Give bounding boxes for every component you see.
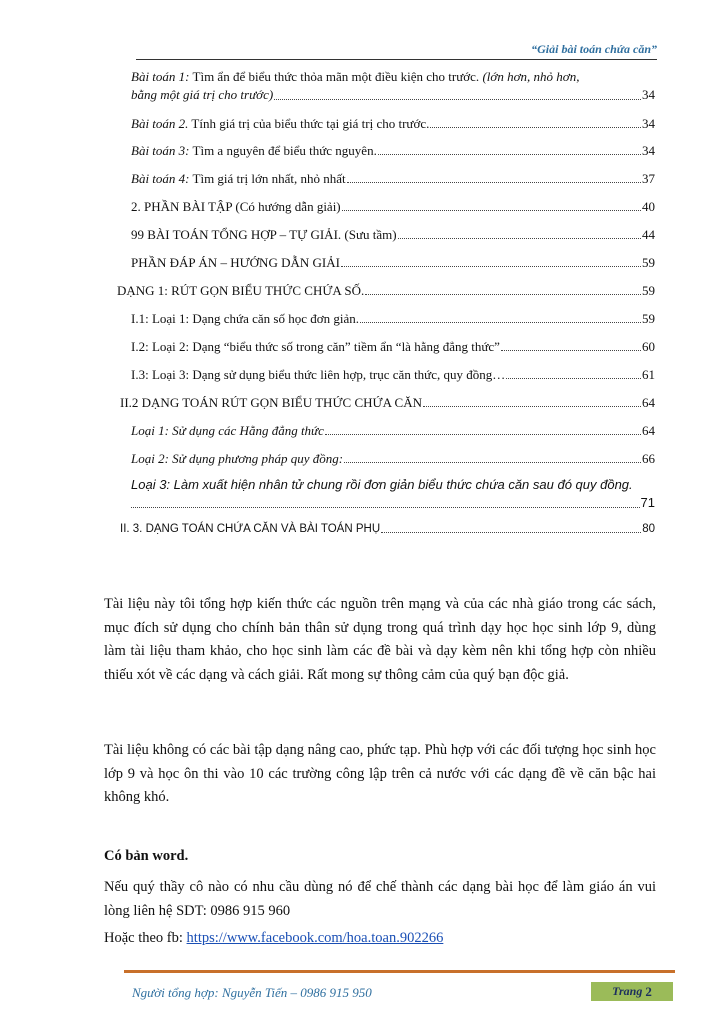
- toc-entry-ii3[interactable]: [120, 521, 655, 537]
- toc-page: 80: [642, 523, 655, 535]
- toc-leader: [501, 350, 641, 351]
- toc-text: Tìm ẩn để biểu thức thỏa mãn một điều kiện cho trước.: [189, 69, 483, 84]
- toc-text: Loại 3: Làm xuất hiện nhân tử chung rồi đơn giản biểu thức chứa căn sau đó quy đồng.: [131, 477, 633, 492]
- toc-leader: [347, 182, 641, 183]
- toc-text: 2. PHẦN BÀI TẬP (Có hướng dẫn giải): [131, 199, 341, 214]
- toc-leader: [325, 434, 641, 435]
- toc-text: Loại 1: Sử dụng các Hằng đẳng thức: [131, 423, 324, 438]
- toc-leader: [274, 99, 641, 100]
- toc-page: 44: [642, 227, 655, 242]
- toc-leader: [423, 406, 641, 407]
- toc-entry-i2[interactable]: [131, 339, 655, 355]
- toc-text: DẠNG 1: RÚT GỌN BIỂU THỨC CHỨA SỐ.: [117, 283, 365, 298]
- toc-leader: [342, 210, 641, 211]
- toc-page: 59: [642, 311, 655, 326]
- toc-text: I.3: Loại 3: Dạng sử dụng biểu thức liên hợp, trục căn thức, quy đồng…: [131, 367, 506, 382]
- toc-text: II.2 DẠNG TOÁN RÚT GỌN BIỂU THỨC CHỨA CĂN: [120, 395, 422, 410]
- toc-text: Tìm giá trị lớn nhất, nhỏ nhất: [189, 171, 346, 186]
- page-label: Trang: [612, 984, 643, 998]
- toc-text: Tìm a nguyên để biểu thức nguyên.: [189, 143, 377, 158]
- toc-leader: [378, 154, 641, 155]
- toc-entry-bai-toan-2[interactable]: [131, 116, 655, 132]
- toc-leader: [381, 532, 641, 533]
- toc-prefix: Bài toán 1:: [131, 69, 190, 84]
- toc-entry-i1[interactable]: [131, 311, 655, 327]
- toc-text: 99 BÀI TOÁN TỔNG HỢP – TỰ GIẢI. (Sưu tầm): [131, 227, 397, 242]
- scope-paragraph: Tài liệu không có các bài tập dạng nâng cao, phức tạp. Phù hợp với các đối tượng học sinh học lớp 9 và học ôn thi vào 10 các trường công lập trên cả nước với các dạng đề về căn bậc hai không khó.: [104, 742, 656, 805]
- toc-entry-i3[interactable]: [131, 367, 655, 383]
- toc-entry-bai-toan-3[interactable]: [131, 143, 655, 159]
- toc-page: 34: [642, 87, 655, 102]
- toc-entry-loai-2[interactable]: [131, 451, 655, 467]
- toc-page: 34: [642, 143, 655, 158]
- toc-leader: [365, 294, 641, 295]
- toc-prefix: Bài toán 4:: [131, 171, 190, 186]
- header-title: “Giải bài toán chứa căn”: [531, 42, 657, 56]
- toc-leader: [344, 462, 641, 463]
- toc-entry-dang-1[interactable]: [117, 283, 655, 299]
- toc-leader: [398, 238, 641, 239]
- toc-leader: [506, 378, 641, 379]
- toc-text-italic: (lớn hơn, nhỏ hơn,: [482, 69, 580, 84]
- toc-prefix: Bài toán 3:: [131, 143, 190, 158]
- toc-prefix: Bài toán 2.: [131, 116, 189, 131]
- footer-author: Người tổng hợp: Nguyễn Tiến – 0986 915 950: [132, 985, 372, 1000]
- toc-leader: [430, 127, 641, 128]
- page-number-box: [591, 982, 673, 1001]
- toc-page: 40: [642, 199, 655, 214]
- toc-entry-loai-3[interactable]: [131, 476, 655, 512]
- toc-page: 64: [642, 395, 655, 410]
- page-number: 2: [645, 983, 652, 999]
- word-version-heading: Có bản word.: [104, 848, 189, 864]
- toc-entry-phan-bai-tap[interactable]: [131, 199, 655, 215]
- toc-entry-loai-1[interactable]: [131, 423, 655, 439]
- toc-page: 66: [642, 451, 655, 466]
- toc-text: Loại 2: Sử dụng phương pháp quy đồng:: [131, 451, 344, 466]
- toc-leader: [341, 266, 641, 267]
- intro-paragraph: Tài liệu này tôi tổng hợp kiến thức các nguồn trên mạng và của các nhà giáo trong các sách, mục đích sử dụng cho chính bản thân sử dụng trong quá trình dạy học học sinh lớp 9, dùng làm tài liệu tham khảo, cho học sinh làm các đề bài và dạy kèm nên khi tổng hợp còn nhiều thiếu xót về các dạng và cách giải. Rất mong sự thông cảm của quý bạn độc giả.: [104, 596, 656, 683]
- toc-text-italic-2: bằng một giá trị cho trước): [131, 87, 274, 102]
- facebook-link[interactable]: https://www.facebook.com/hoa.toan.902266: [186, 930, 444, 946]
- contact-paragraph: Nếu quý thầy cô nào có nhu cầu dùng nó để chế thành các dạng bài học để làm giáo án vui lòng liên hệ SDT: 0986 915 960: [104, 879, 656, 919]
- toc-entry-99-bai-toan[interactable]: [131, 227, 655, 243]
- toc-page: 61: [642, 367, 655, 382]
- toc-entry-bai-toan-1[interactable]: [131, 68, 655, 104]
- footer-rule: [124, 970, 675, 973]
- toc-leader: [131, 507, 640, 508]
- toc-page: 34: [642, 116, 655, 131]
- toc-page: 59: [642, 283, 655, 298]
- toc-page: 71: [640, 495, 655, 510]
- toc-page: 60: [642, 339, 655, 354]
- header-rule: [136, 59, 657, 60]
- toc-text: PHẦN ĐÁP ÁN – HƯỚNG DẪN GIẢI: [131, 255, 340, 270]
- toc-entry-ii2[interactable]: [120, 395, 655, 411]
- facebook-prefix: Hoặc theo fb:: [104, 930, 187, 946]
- toc-page: 37: [642, 171, 655, 186]
- toc-text: II. 3. DẠNG TOÁN CHỨA CĂN VÀ BÀI TOÁN PHỤ: [120, 523, 381, 535]
- toc-page: 64: [642, 423, 655, 438]
- toc-text: Tính giá trị của biểu thức tại giá trị cho trước.: [188, 116, 430, 131]
- toc-leader: [360, 322, 641, 323]
- toc-entry-bai-toan-4[interactable]: [131, 171, 655, 187]
- toc-text: I.1: Loại 1: Dạng chứa căn số học đơn giản.: [131, 311, 359, 326]
- toc-page: 59: [642, 255, 655, 270]
- facebook-line: [104, 930, 443, 947]
- toc-text: I.2: Loại 2: Dạng “biểu thức số trong căn” tiềm ẩn “là hằng đẳng thức”: [131, 339, 500, 354]
- toc-entry-phan-dap-an[interactable]: [131, 255, 655, 271]
